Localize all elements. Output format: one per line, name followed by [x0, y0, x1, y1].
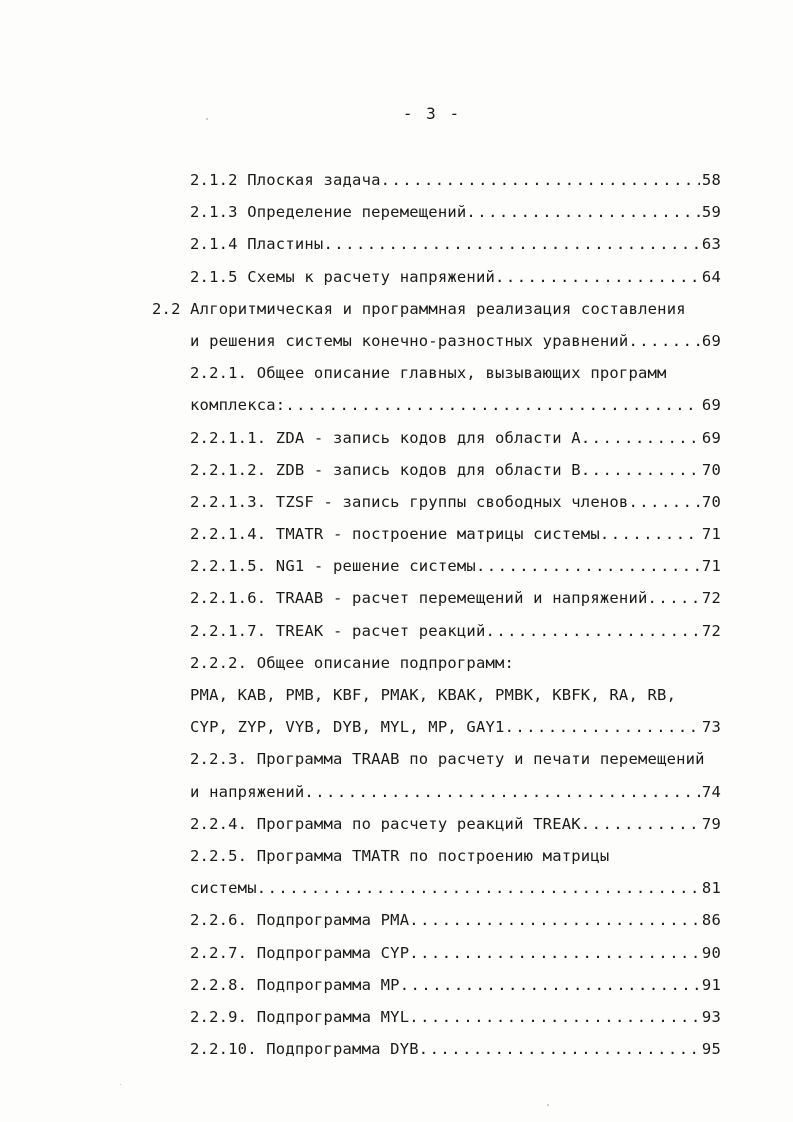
- toc-line: [0, 715, 793, 747]
- toc-page-number: 90: [701, 943, 721, 962]
- toc-entry: [190, 1005, 721, 1029]
- dot-leader: [486, 619, 700, 643]
- toc-entry-title: и решения системы конечно-разностных уравнений: [190, 331, 629, 350]
- toc-entry: [190, 1037, 721, 1061]
- dot-leader: [257, 876, 700, 900]
- toc-page-number: 58: [701, 171, 721, 189]
- toc-page-number: 69: [701, 428, 721, 447]
- dot-leader: [505, 715, 700, 739]
- toc-line: [0, 297, 793, 329]
- toc-line: [0, 329, 793, 361]
- toc-entry: [190, 554, 721, 578]
- toc-entry: [190, 393, 721, 417]
- toc-line: [0, 458, 793, 490]
- scan-speck: [206, 118, 208, 120]
- dot-leader: [419, 1037, 700, 1061]
- toc-entry-title: 2.2.7. Подпрограмма CYP: [190, 943, 410, 962]
- toc-entry: [190, 780, 721, 804]
- toc-entry-title: 2.2.9. Подпрограмма MYL: [190, 1007, 410, 1026]
- toc-entry: [190, 168, 721, 192]
- toc-heading-text: 2.2.3. Программа TRAAB по расчету и печати перемещений: [190, 750, 705, 769]
- dot-leader: [476, 554, 700, 578]
- toc-heading-text: 2.2 Алгоритмическая и программная реализация составления: [152, 299, 686, 318]
- toc-line: [0, 361, 793, 393]
- toc-page-number: 71: [701, 525, 721, 544]
- toc-entry: [190, 265, 721, 289]
- toc-entry: [190, 941, 721, 965]
- toc-entry: [190, 619, 721, 643]
- toc-page-number: 69: [701, 331, 721, 350]
- dot-leader: [628, 490, 699, 514]
- toc-entry-title: 2.2.1.6. TRAAB - расчет перемещений и напряжений: [190, 589, 648, 608]
- toc-entry: [190, 876, 721, 900]
- toc-entry: [190, 490, 721, 514]
- toc-entry-title: 2.2.1.1. ZDA - запись кодов для области A: [190, 428, 581, 447]
- toc-line: [0, 651, 793, 683]
- toc-entry-title: и напряжений: [190, 782, 305, 801]
- toc-entry-title: 2.2.1.7. TREAK - расчет реакций: [190, 621, 486, 640]
- page-number: - 3 -: [402, 104, 462, 123]
- toc-entry-title: 2.1.5 Схемы к расчету напряжений: [190, 267, 496, 286]
- dot-leader: [409, 908, 700, 932]
- toc-entry-title: 2.1.4 Пластины: [190, 235, 324, 254]
- toc-line: [0, 554, 793, 586]
- dot-leader: [600, 522, 700, 546]
- toc-entry-title: 2.2.4. Программа по расчету реакций TREAK: [190, 814, 581, 833]
- toc-entry: [190, 329, 721, 353]
- toc-entry: [190, 812, 721, 836]
- toc-line: [0, 780, 793, 812]
- toc-entry: [190, 458, 721, 482]
- toc-page-number: 64: [701, 267, 721, 286]
- toc-page-number: 95: [701, 1040, 721, 1059]
- toc-line: [0, 1005, 793, 1037]
- dot-leader: [400, 973, 700, 997]
- dot-leader: [648, 586, 700, 610]
- toc-heading-text: 2.2.2. Общее описание подпрограмм:: [190, 653, 515, 672]
- toc-page-number: 59: [701, 203, 721, 222]
- toc-line: [0, 522, 793, 554]
- dot-leader: [323, 232, 699, 256]
- toc-entry-title: 2.2.6. Подпрограмма PMA: [190, 911, 410, 930]
- dot-leader: [581, 812, 700, 836]
- toc-entry: [190, 522, 721, 546]
- dot-leader: [466, 200, 700, 224]
- dot-leader: [381, 168, 700, 192]
- toc-entry-title: комплекса:: [190, 396, 286, 415]
- toc-entry-title: 2.2.1.4. TMATR - построение матрицы системы: [190, 525, 600, 544]
- toc-entry-title: CYP, ZYP, VYB, DYB, MYL, MP, GAY1: [190, 718, 505, 737]
- table-of-contents: [0, 168, 793, 1069]
- toc-line: [0, 168, 793, 200]
- toc-entry: [190, 200, 721, 224]
- toc-line: [0, 747, 793, 779]
- toc-heading-text: 2.2.5. Программа TMATR по построению матрицы: [190, 846, 610, 865]
- toc-line: [0, 490, 793, 522]
- dot-leader: [628, 329, 699, 353]
- toc-entry: [190, 426, 721, 450]
- toc-line: [0, 876, 793, 908]
- toc-entry: [190, 586, 721, 610]
- toc-line: [0, 908, 793, 940]
- toc-page-number: 72: [701, 589, 721, 608]
- toc-line: [0, 426, 793, 458]
- toc-entry: [190, 973, 721, 997]
- toc-line: [0, 619, 793, 651]
- toc-entry-title: 2.2.10. Подпрограмма DYB: [190, 1040, 419, 1059]
- toc-entry: [190, 232, 721, 256]
- toc-page-number: 72: [701, 621, 721, 640]
- toc-line: [0, 265, 793, 297]
- toc-entry-title: 2.2.1.3. TZSF - запись группы свободных членов: [190, 492, 629, 511]
- toc-heading-text: 2.2.1. Общее описание главных, вызывающих программ: [190, 364, 667, 383]
- toc-entry-title: 2.1.2 Плоская задача: [190, 171, 381, 189]
- toc-page-number: 86: [701, 911, 721, 930]
- toc-entry-title: системы: [190, 879, 257, 898]
- toc-line: [0, 683, 793, 715]
- toc-line: [0, 973, 793, 1005]
- toc-line: [0, 586, 793, 618]
- toc-page-number: 71: [701, 557, 721, 576]
- dot-leader: [581, 426, 700, 450]
- dot-leader: [581, 458, 700, 482]
- toc-heading-text: PMA, KAB, PMB, KBF, PMAK, KBAK, PMBK, KBFK, RA, RB,: [190, 686, 677, 704]
- toc-page-number: 93: [701, 1007, 721, 1026]
- toc-page-number: 74: [701, 782, 721, 801]
- dot-leader: [495, 265, 700, 289]
- toc-page-number: 70: [701, 460, 721, 479]
- toc-entry-title: 2.2.1.2. ZDB - запись кодов для области B: [190, 460, 581, 479]
- toc-line: [0, 844, 793, 876]
- toc-page-number: 81: [701, 879, 721, 898]
- toc-page-number: 63: [701, 235, 721, 254]
- toc-line: [0, 1037, 793, 1069]
- scan-speck: [547, 1104, 549, 1106]
- dot-leader: [285, 393, 700, 417]
- dot-leader: [304, 780, 700, 804]
- toc-page-number: 70: [701, 492, 721, 511]
- toc-entry-title: 2.2.8. Подпрограмма MP: [190, 975, 400, 994]
- toc-entry: [190, 908, 721, 932]
- toc-line: [0, 812, 793, 844]
- toc-entry: [190, 715, 721, 739]
- toc-line: [0, 200, 793, 232]
- toc-page-number: 69: [701, 396, 721, 415]
- toc-page-number: 79: [701, 814, 721, 833]
- toc-entry-title: 2.1.3 Определение перемещений: [190, 203, 467, 222]
- toc-line: [0, 393, 793, 425]
- toc-line: [0, 941, 793, 973]
- toc-line: [0, 232, 793, 264]
- dot-leader: [409, 941, 700, 965]
- toc-page-number: 73: [701, 718, 721, 737]
- dot-leader: [409, 1005, 700, 1029]
- toc-entry-title: 2.2.1.5. NG1 - решение системы: [190, 557, 476, 576]
- toc-page-number: 91: [701, 975, 721, 994]
- scan-speck: [120, 1084, 121, 1085]
